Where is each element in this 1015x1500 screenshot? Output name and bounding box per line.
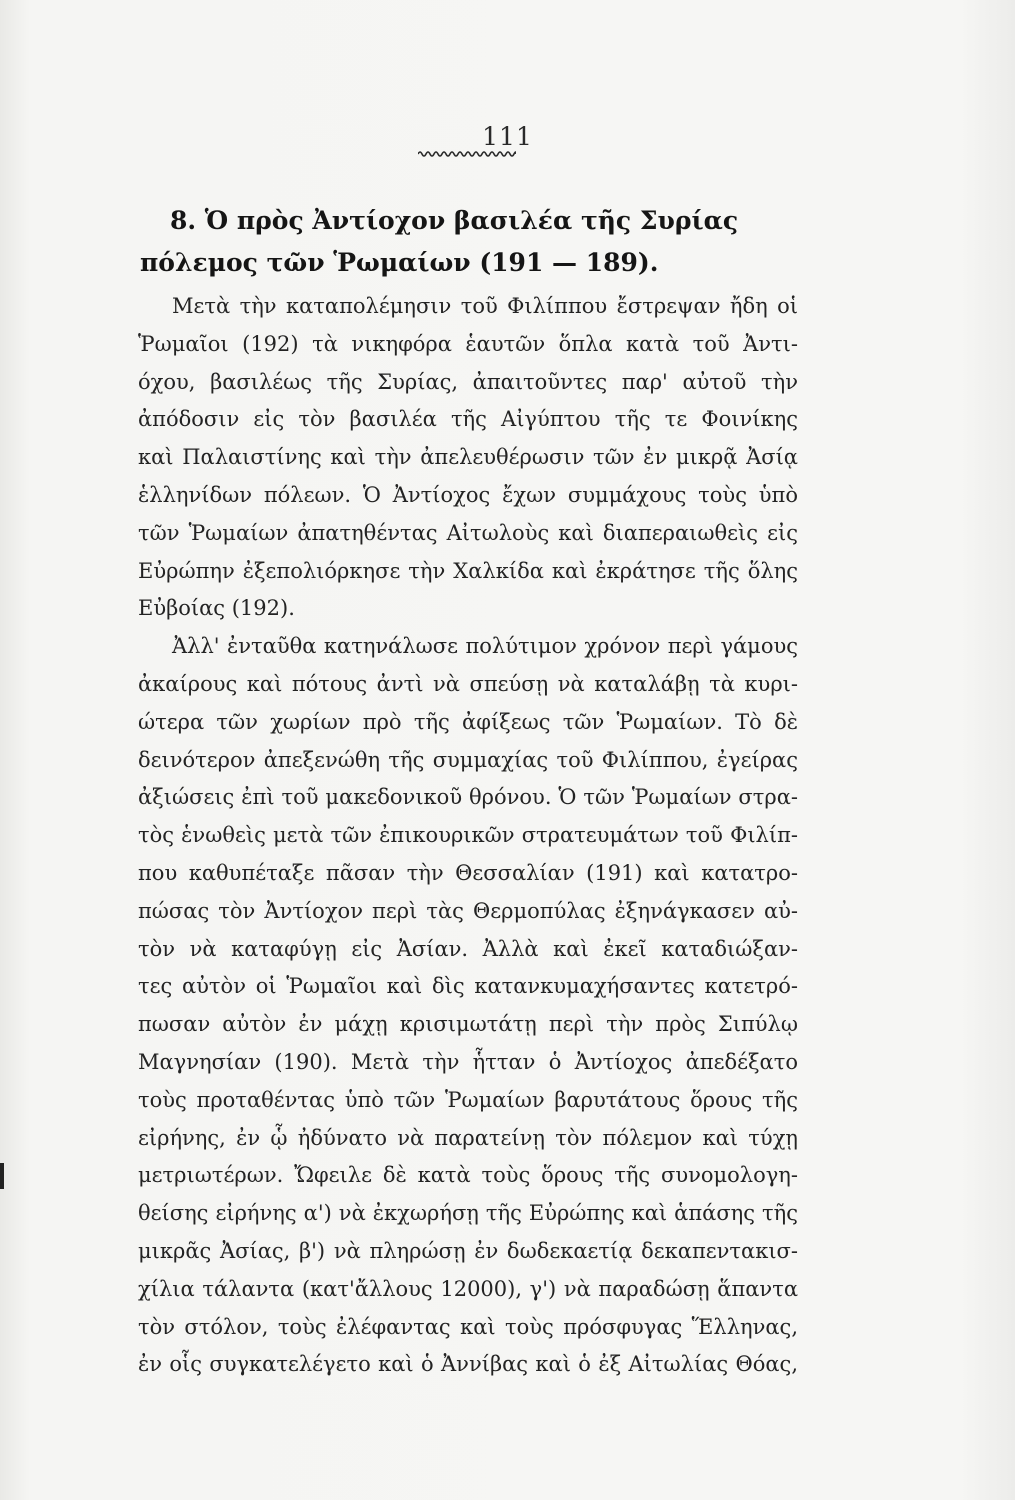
text-line: τὸν στόλον, τοὺς ἐλέφαντας καὶ τοὺς πρόσφυγας Ἕλληνας, xyxy=(138,1314,798,1339)
text-line: καὶ Παλαιστίνης καὶ τὴν ἀπελευθέρωσιν τῶν ἐν μικρᾷ Ἀσίᾳ xyxy=(138,445,798,470)
text-line: πώσας τὸν Ἀντίοχον περὶ τὰς Θερμοπύλας ἐξηνάγκασεν αὐ- xyxy=(138,898,798,923)
text-line: δεινότερον ἀπεξενώθη τῆς συμμαχίας τοῦ Φιλίππου, ἐγείρας xyxy=(138,747,798,772)
text-line: Εὐρώπην ἐξεπολιόρκησε τὴν Χαλκίδα καὶ ἐκράτησε τῆς ὅλης xyxy=(138,558,798,583)
text-line: χίλια τάλαντα (κατ'ἄλλους 12000), γ') νὰ παραδώσῃ ἅπαντα xyxy=(138,1276,798,1301)
text-line: τοὺς προταθέντας ὑπὸ τῶν Ῥωμαίων βαρυτάτους ὅρους τῆς xyxy=(138,1087,798,1112)
text-line: Μετὰ τὴν καταπολέμησιν τοῦ Φιλίππου ἔστρεψαν ἤδη οἱ xyxy=(172,294,798,318)
heading-line-1: 8. Ὁ πρὸς Ἀντίοχον βασιλέα τῆς Συρίας xyxy=(170,206,739,235)
text-line: μετριωτέρων. Ὤφειλε δὲ κατὰ τοὺς ὅρους τῆς συνομολογη- xyxy=(138,1163,798,1188)
text-line: Ἀλλ' ἐνταῦθα κατηνάλωσε πολύτιμον χρόνον περὶ γάμους xyxy=(172,634,798,659)
text-line: ἀξιώσεις ἐπὶ τοῦ μακεδονικοῦ θρόνου. Ὁ τῶν Ῥωμαίων στρα- xyxy=(138,785,798,810)
text-line: όχου, βασιλέως τῆς Συρίας, ἀπαιτοῦντες παρ' αὐτοῦ τὴν xyxy=(138,369,798,394)
text-line: Ῥωμαῖοι (192) τὰ νικηφόρα ἑαυτῶν ὅπλα κατὰ τοῦ Ἀντι- xyxy=(138,331,798,356)
text-line: ἐν οἷς συγκατελέγετο καὶ ὁ Ἀννίβας καὶ ὁ ἐξ Αἰτωλίας Θόας, xyxy=(138,1352,798,1377)
page-number: 111 xyxy=(482,122,533,151)
text-line: τες αὐτὸν οἱ Ῥωμαῖοι καὶ δὶς κατανκυμαχήσαντες κατετρό- xyxy=(138,974,798,999)
text-line: μικρᾶς Ἀσίας, β') νὰ πληρώσῃ ἐν δωδεκαετίᾳ δεκαπεντακισ- xyxy=(138,1238,798,1263)
edge-scan-mark xyxy=(0,1163,4,1189)
text-line: ἀκαίρους καὶ πότους ἀντὶ νὰ σπεύσῃ νὰ καταλάβῃ τὰ κυρι- xyxy=(138,671,798,696)
text-line: εἰρήνης, ἐν ᾧ ἠδύνατο νὰ παρατείνῃ τὸν πόλεμον καὶ τύχῃ xyxy=(138,1125,798,1150)
text-line: Εὐβοίας (192). xyxy=(138,596,295,621)
text-line: που καθυπέταξε πᾶσαν τὴν Θεσσαλίαν (191) καὶ κατατρο- xyxy=(138,860,798,885)
heading-line-2: πόλεμος τῶν Ῥωμαίων (191 — 189). xyxy=(140,248,659,277)
text-line: θείσης εἰρήνης α') νὰ ἐκχωρήσῃ τῆς Εὐρώπης καὶ ἁπάσης τῆς xyxy=(138,1201,798,1226)
text-line: ἑλληνίδων πόλεων. Ὁ Ἀντίοχος ἔχων συμμάχους τοὺς ὑπὸ xyxy=(138,482,798,507)
wavy-rule-ornament xyxy=(418,150,516,158)
text-line: ώτερα τῶν χωρίων πρὸ τῆς ἀφίξεως τῶν Ῥωμαίων. Τὸ δὲ xyxy=(138,709,798,734)
text-line: πωσαν αὐτὸν ἐν μάχῃ κρισιμωτάτῃ περὶ τὴν πρὸς Σιπύλῳ xyxy=(138,1012,798,1037)
text-line: ἀπόδοσιν εἰς τὸν βασιλέα τῆς Αἰγύπτου τῆς τε Φοινίκης xyxy=(138,407,798,432)
body-text xyxy=(138,288,798,1384)
text-line: τὸν νὰ καταφύγῃ εἰς Ἀσίαν. Ἀλλὰ καὶ ἐκεῖ καταδιώξαν- xyxy=(138,936,798,961)
text-line: τὸς ἑνωθεὶς μετὰ τῶν ἐπικουρικῶν στρατευμάτων τοῦ Φιλίπ- xyxy=(138,823,798,848)
text-line: Μαγνησίαν (190). Μετὰ τὴν ἧτταν ὁ Ἀντίοχος ἀπεδέξατο xyxy=(138,1049,798,1074)
section-heading xyxy=(138,200,838,284)
text-line: τῶν Ῥωμαίων ἀπατηθέντας Αἰτωλοὺς καὶ διαπεραιωθεὶς εἰς xyxy=(138,520,798,545)
